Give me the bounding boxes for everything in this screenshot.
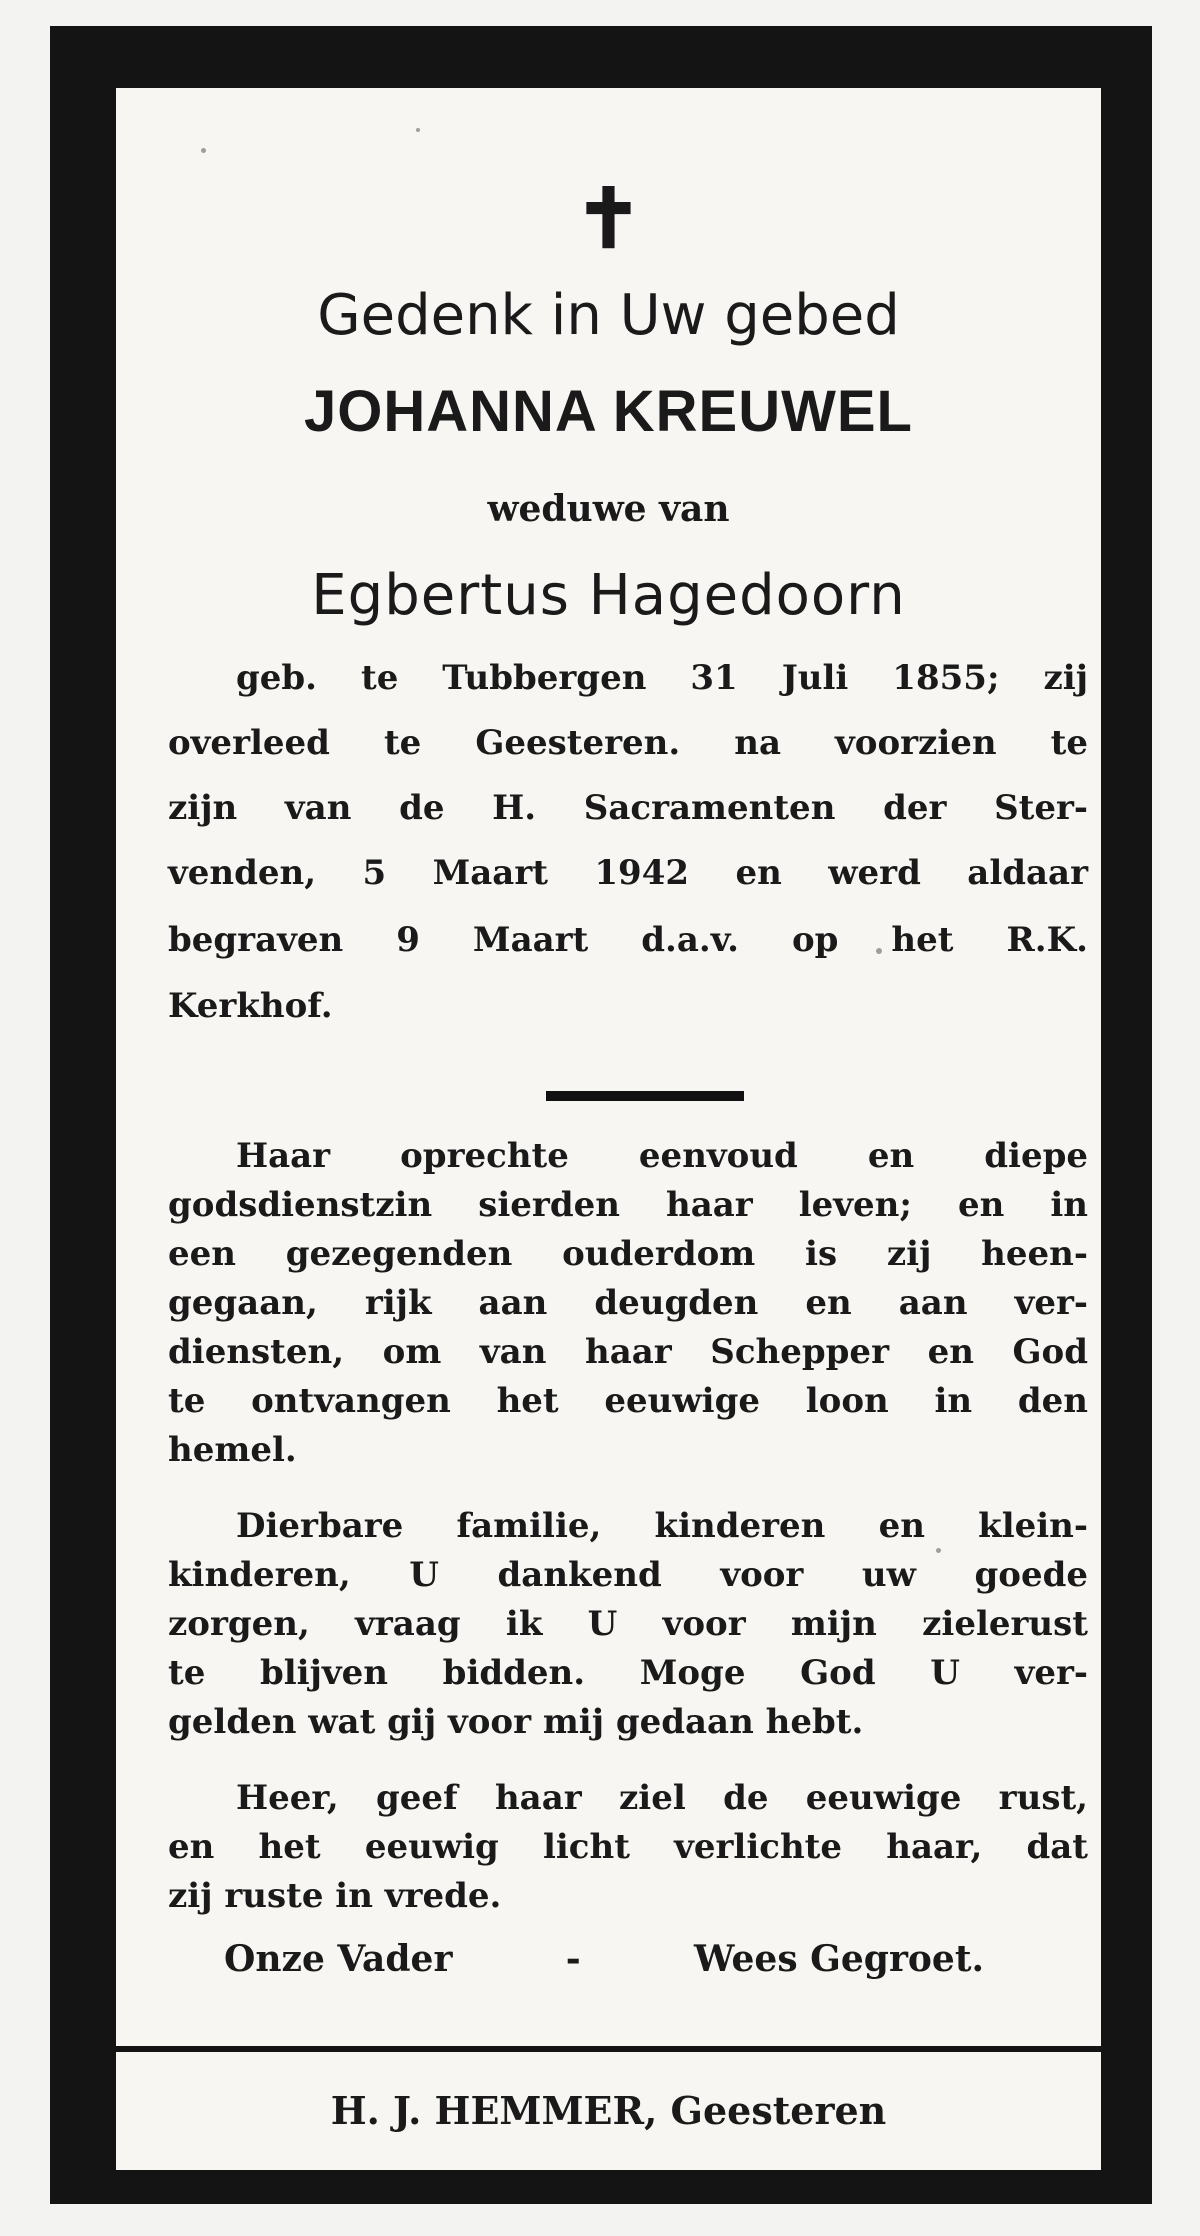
heading: Gedenk in Uw gebed (317, 283, 900, 348)
closing-prayer-2: Wees Gegroet. (694, 1938, 984, 1980)
printer-name: H. J. HEMMER, Geesteren (330, 2088, 887, 2133)
tribute-line: te ontvangen het eeuwige loon in den (168, 1381, 1088, 1421)
deceased-name: JOHANNA KREUWEL (304, 379, 913, 444)
closing-prayer-1: Onze Vader (224, 1938, 453, 1980)
tribute-line: hemel. (168, 1430, 297, 1470)
print-speck (201, 148, 206, 153)
tribute-line: diensten, om van haar Schepper en God (168, 1332, 1088, 1372)
farewell-line: gelden wat gij voor mij gedaan hebt. (168, 1702, 864, 1742)
print-speck (876, 948, 882, 954)
print-speck (936, 1548, 941, 1553)
farewell-line: Dierbare familie, kinderen en klein- (236, 1506, 1088, 1546)
biography-line: zijn van de H. Sacramenten der Ster- (168, 788, 1088, 828)
memorial-card (50, 26, 1152, 2204)
farewell-line: zorgen, vraag ik U voor mijn zielerust (168, 1604, 1088, 1644)
cross-icon: ✝ (574, 171, 643, 267)
print-speck (546, 1728, 550, 1732)
spouse-name: Egbertus Hagedoorn (311, 563, 906, 628)
farewell-line: te blijven bidden. Moge God U ver- (168, 1653, 1088, 1693)
biography-line: venden, 5 Maart 1942 en werd aldaar (168, 853, 1088, 893)
biography-line: overleed te Geesteren. na voorzien te (168, 723, 1088, 763)
tribute-line: gegaan, rijk aan deugden en aan ver- (168, 1283, 1088, 1323)
printer-footer (116, 2052, 1101, 2170)
closing-prayers (224, 1938, 984, 1980)
biography-line: begraven 9 Maart d.a.v. op het R.K. (168, 920, 1088, 960)
divider-rule (546, 1091, 744, 1101)
relation-text: weduwe van (487, 488, 730, 530)
prayer-line: Heer, geef haar ziel de eeuwige rust, (236, 1778, 1088, 1818)
tribute-line: Haar oprechte eenvoud en diepe (236, 1136, 1088, 1176)
prayer-line: zij ruste in vrede. (168, 1876, 502, 1916)
prayer-line: en het eeuwig licht verlichte haar, dat (168, 1827, 1088, 1867)
card-body (116, 88, 1101, 2046)
closing-separator: - (565, 1938, 581, 1980)
farewell-line: kinderen, U dankend voor uw goede (168, 1555, 1088, 1595)
biography-line: Kerkhof. (168, 986, 333, 1026)
tribute-line: een gezegenden ouderdom is zij heen- (168, 1234, 1088, 1274)
print-speck (416, 128, 420, 132)
biography-line: geb. te Tubbergen 31 Juli 1855; zij (236, 658, 1088, 698)
tribute-line: godsdienstzin sierden haar leven; en in (168, 1185, 1088, 1225)
